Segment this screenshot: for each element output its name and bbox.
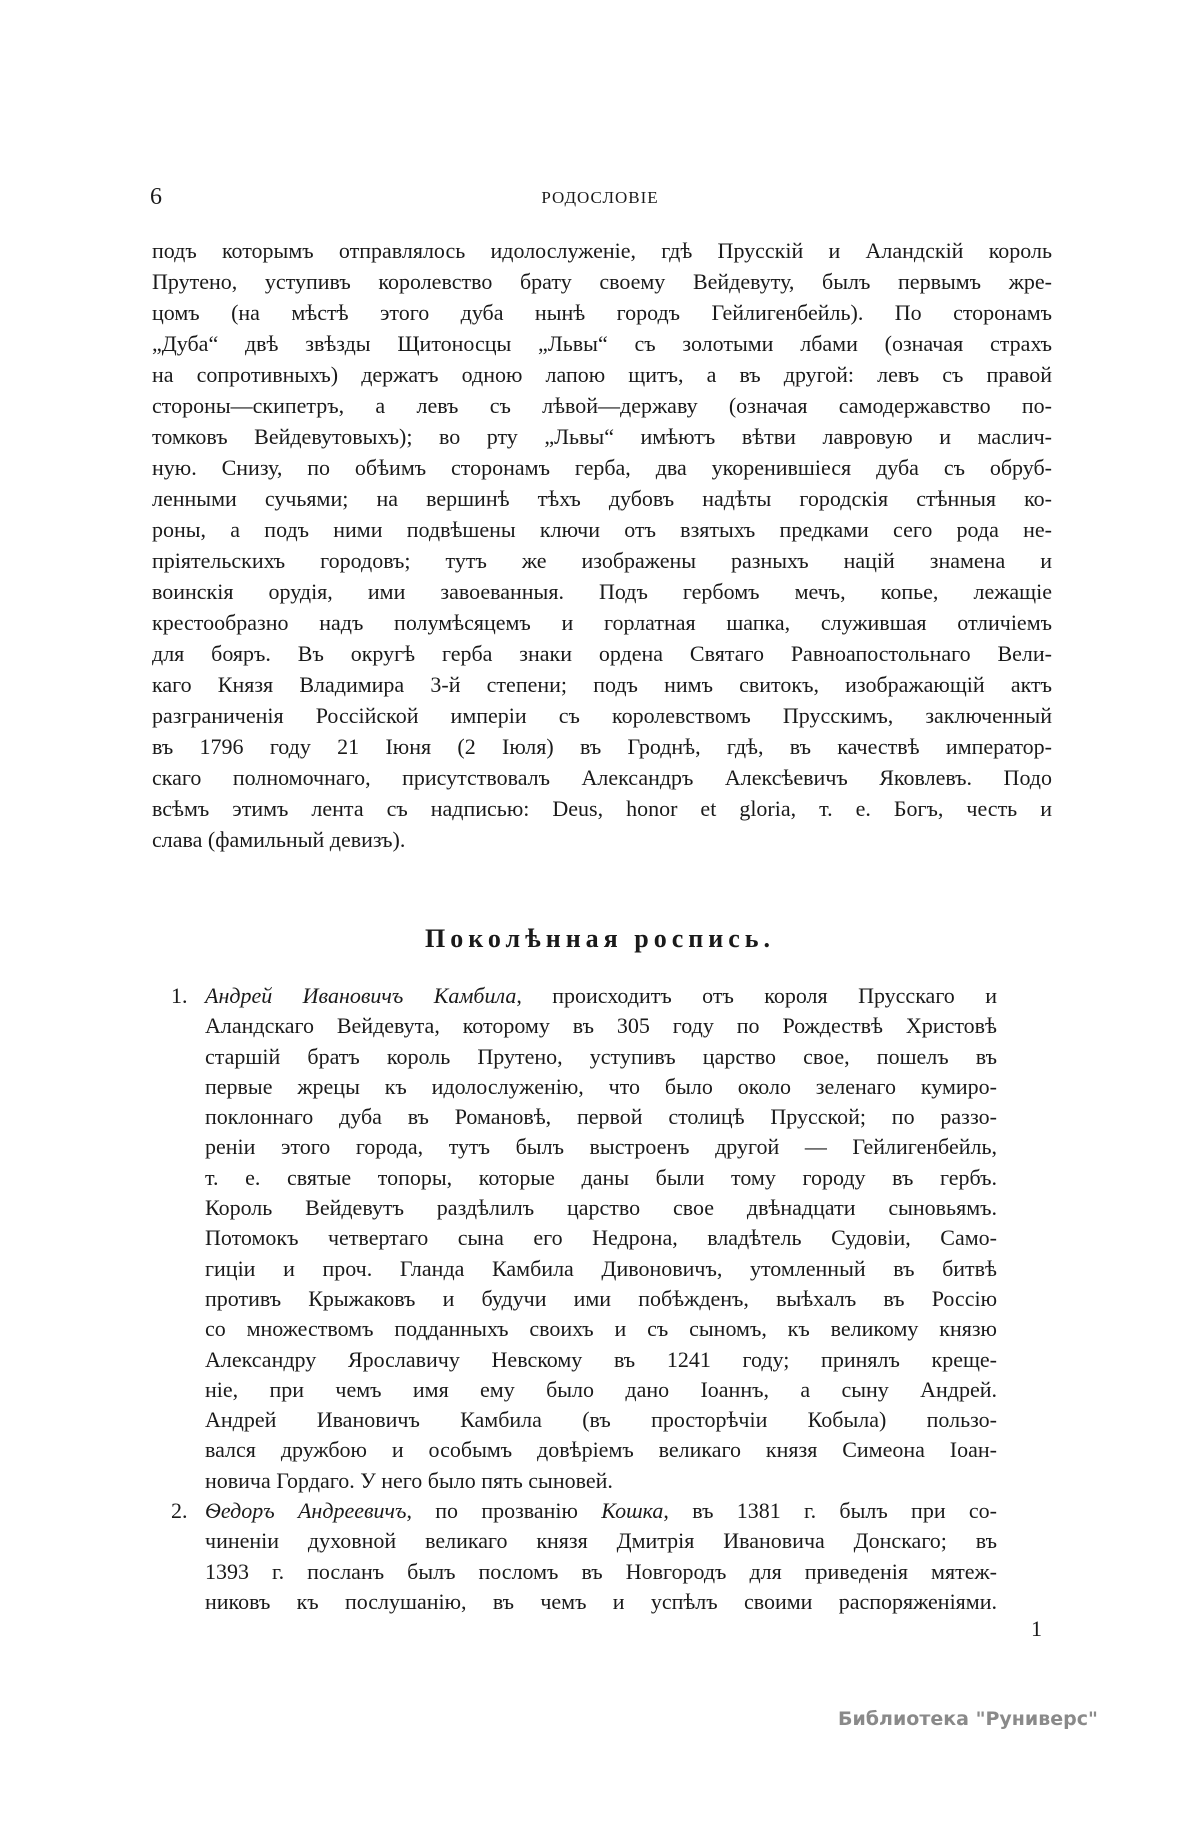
text-line: воинскія орудія, ими завоеванныя. Подъ гербомъ мечъ, копье, лежащіе [152,579,1052,604]
text-line: Король Вейдевутъ раздѣлилъ царство свое двѣнадцати сыновьямъ. [205,1195,997,1221]
text-line: 1393 г. посланъ былъ посломъ въ Новгородъ для приведенія мятеж- [205,1558,997,1584]
section-title: Поколѣнная роспись. [425,924,775,953]
text-line: Аландскаго Вейдевута, которому въ 305 году по Рождествѣ Христовѣ [205,1013,997,1039]
text-line: ніе, при чемъ имя ему было дано Іоаннъ, а сыну Андрей. [205,1376,997,1402]
text-line: крестообразно надъ полумѣсяцемъ и горлатная шапка, служившая отличіемъ [152,610,1052,635]
text-line: скаго полномочнаго, присутствовалъ Александръ Алексѣевичъ Яковлевъ. Подо [152,765,1052,790]
coat-of-arms-description [152,235,1052,855]
text-line: Андрей Ивановичъ Камбила (въ просторѣчіи Кобыла) пользо- [205,1407,997,1433]
text-line: противъ Крыжаковъ и будучи ими побѣжденъ, выѣхалъ въ Россію [205,1285,997,1311]
text-line: т. е. святые топоры, которые даны были тому городу въ гербъ. [205,1164,997,1190]
text-line: на сопротивныхъ) держатъ одною лапою щитъ, а въ другой: левъ съ правой [152,362,1052,387]
person-name: Ѳедоръ Андреевичъ [205,1498,407,1524]
text-line: пріятельскихъ городовъ; тутъ же изображены разныхъ націй знамена и [152,548,1052,573]
item-number: 2. [171,1498,188,1524]
text-line: Прутено, уступивъ королевство брату своему Вейдевуту, былъ первымъ жре- [152,269,1052,294]
text-line: старшій братъ король Прутено, уступивъ царство свое, пошелъ въ [205,1043,997,1069]
signature-mark: 1 [1031,1616,1042,1641]
text-line: всѣмъ этимъ лента съ надписью: Deus, honor et gloria, т. е. Богъ, честь и [152,796,1052,821]
text-line: разграниченія Россійской имперіи съ королевствомъ Прусскимъ, заключенный [152,703,1052,728]
text-line: новича Гордаго. У него было пять сыновей. [205,1467,613,1493]
text-line: гиціи и проч. Гланда Камбила Дивоновичъ, утомленный въ битвѣ [205,1255,997,1281]
text-line: ную. Снизу, по обѣимъ сторонамъ герба, два укоренившіеся дуба съ обруб- [152,455,1052,480]
text-line: роны, а подъ ними подвѣшены ключи отъ взятыхъ предками сего рода не- [152,517,1052,542]
text-line: „Дуба“ двѣ звѣзды Щитоносцы „Львы“ съ золотыми лбами (означая страхъ [152,331,1052,356]
list-item-1 [171,981,997,1496]
page-number: 6 [150,184,162,210]
text-line: вался дружбою и особымъ довѣріемъ великаго князя Симеона Іоан- [205,1437,997,1463]
text-line: томковъ Вейдевутовыхъ); во рту „Львы“ имѣютъ вѣтви лавровую и маслич- [152,424,1052,449]
nickname: Кошка [601,1498,664,1524]
text-line: для бояръ. Въ округѣ герба знаки ордена Святаго Равноапостольнаго Вели- [152,641,1052,666]
text-line: поклоннаго дуба въ Романовѣ, первой столицѣ Прусской; по раззо- [205,1104,997,1130]
person-name: Андрей Ивановичъ Камбила [205,983,517,1008]
text-line: первые жрецы къ идолослуженію, что было около зеленаго кумиро- [205,1073,997,1099]
text-line: подъ которымъ отправлялось идолослуженіе, гдѣ Прусскій и Аландскій король [152,238,1052,263]
item-text: , по прозванію [406,1498,602,1524]
item-text: , происходитъ отъ короля Прусскаго и [516,983,997,1008]
item-number: 1. [171,983,188,1008]
item-text: , въ 1381 г. былъ при со- [663,1498,997,1524]
text-line: чиненіи духовной великаго князя Дмитрія Ивановича Донскаго; въ [205,1528,997,1554]
text-line: слава (фамильный девизъ). [152,827,406,852]
library-watermark: Библиотека "Руниверс" [838,1708,1098,1730]
list-item-2 [171,1496,997,1617]
text-line: никовъ къ послушанію, въ чемъ и успѣлъ своими распоряженіями. [205,1588,997,1614]
text-line: стороны—скипетръ, а левъ съ лѣвой—державу (означая самодержавство по- [152,393,1052,418]
text-line: реніи этого города, тутъ былъ выстроенъ другой — Гейлигенбейль, [205,1134,997,1160]
text-line: Александру Ярославичу Невскому въ 1241 году; принялъ креще- [205,1346,997,1372]
text-line: Потомокъ четвертаго сына его Недрона, владѣтель Судовіи, Само- [205,1225,997,1251]
text-line: цомъ (на мѣстѣ этого дуба нынѣ городъ Гейлигенбейль). По сторонамъ [152,300,1052,325]
text-line: ленными сучьями; на вершинѣ тѣхъ дубовъ надѣты городскія стѣнныя ко- [152,486,1052,511]
text-line: со множествомъ подданныхъ своихъ и съ сыномъ, къ великому князю [205,1316,997,1342]
generation-list [171,981,997,1617]
running-title: РОДОСЛОВІЕ [541,188,659,207]
text-line: въ 1796 году 21 Іюня (2 Іюля) въ Гроднѣ, гдѣ, въ качествѣ император- [152,734,1052,759]
text-line: каго Князя Владимира 3-й степени; подъ нимъ свитокъ, изображающій актъ [152,672,1052,697]
